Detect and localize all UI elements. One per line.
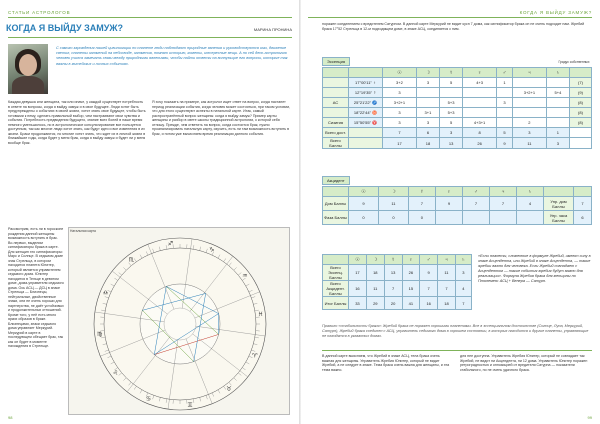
saturn-icon: ♄ [455,255,471,265]
score-cell: 3+2+1 [512,88,546,98]
table-row [323,265,472,281]
score-cell: 4 [516,197,543,211]
essence-title: Эссенция [322,57,350,66]
score-cell: 26 [402,265,420,281]
header-rule [8,17,292,18]
score-cell: 7 [489,197,516,211]
moon-icon: ☽ [366,255,384,265]
score-cell: 7 [438,281,456,297]
score-cell: 18 [416,138,439,149]
score-cell: 9 [420,265,438,281]
text-column-1: Каждая девушка или женщина, так или иначе, у каждой существует потребность в ответе на вопросы, когда я выйду замуж и в свое будущее. Люди хотят быть предупреждены о событиях в своей жизни, хотят знать свое будущее, чтобы быть готовыми к нему, сделать правильный выбор, чем настраивают свои чувства и события. Потребность предвидения будущего, знание всех болей в наше время немного уменьшилось, но в астрологическое консультирование все пользуется доступным, так как многие люди хотят знать, как будут идти и все изменения в их жизни. Браки продолжаются, но многие хотят знать, что ждет их в личной жизни в ближайшие годы, когда будет у меня брак, когда я выйду замуж и будет ли у меня вообще брак. [8,100,146,145]
accidental-title: Акцидент [322,176,350,185]
section-label-right: КОГДА Я ВЫЙДУ ЗАМУЖ? [519,10,592,15]
zodiac-sign-icon: ♏ [128,256,135,264]
degree-cell: 12°19'35" ☿ [349,88,383,98]
score-cell: 16 [349,281,367,297]
score-cell: 15 [402,281,420,297]
score-cell: 3 [455,265,471,281]
score-cell [489,211,516,225]
zodiac-sign-icon: ♒ [242,272,248,280]
degree-cell: 18°22'44" ♉ [349,108,383,118]
caption-rule [322,350,592,351]
score-cell: 13 [384,265,402,281]
spacer-cell [349,128,383,138]
score-cell: 3 [416,118,439,128]
saturn-icon: ♄ [516,187,543,197]
zodiac-sign-icon: ♍ [97,330,103,338]
text-column-b: для нее доступна. Управитель Жребия Юпитер, который не совпадает так Жребий, не видит ни Асцендента, ни 12 дома. Управитель Юпитер поражен ретроградностью и оппозицией от вредителя Сатурна — показатели стабильного, но не очень удачного брака. [460,354,588,372]
score-cell [546,108,569,118]
table-row [323,138,592,149]
score-cell: 3 [383,108,417,118]
moon-icon: ☽ [378,187,408,197]
table-row [323,128,592,138]
spacer-cell [570,128,592,138]
zodiac-sign-icon: ♌ [112,369,119,377]
score-cell [440,88,463,98]
score-cell: 11 [366,281,384,297]
accidental-table [322,186,592,225]
score-cell: 3 [416,78,439,88]
score-cell: 11 [438,265,456,281]
degree-column-title: Градус собственных [558,60,590,64]
author-photo [8,44,48,94]
table-row [323,281,472,297]
mars-icon: ♂ [462,187,489,197]
score-cell [512,98,546,108]
jupiter-icon: ♃ [438,255,456,265]
score-cell: 4 [455,281,471,297]
score-cell: 0 [349,211,379,225]
score-cell: 17 [383,138,417,149]
score-cell: 0 [378,211,408,225]
score-cell: 9 [497,138,513,149]
score-cell [497,108,513,118]
moon-icon: ☽ [416,68,439,78]
row-label [323,78,349,88]
score-cell [462,211,489,225]
extra-value: 7 [574,197,592,211]
score-cell: 18 [366,265,384,281]
score-cell: 3+1 [416,108,439,118]
row-label: Фаза Баллы [323,211,349,225]
table-row [323,88,592,98]
score-cell [463,108,497,118]
sun-icon: ☉ [349,187,379,197]
score-cell [546,118,569,128]
score-cell: 3+2 [383,78,417,88]
score-cell [512,78,546,88]
score-cell: 3+2+1 [383,98,417,108]
score-cell [463,88,497,98]
article-title: КОГДА Я ВЫЙДУ ЗАМУЖ? [6,23,124,33]
score-cell: 8 [463,128,497,138]
score-cell: 17 [349,265,367,281]
score-cell: 2 [512,118,546,128]
zodiac-sign-icon: ♋ [145,395,152,403]
score-cell: 11 [512,138,546,149]
score-cell: 4+3+1 [463,118,497,128]
score-cell: 7 [462,197,489,211]
section-label: СТАТЬИ АСТРОЛОГОВ [8,10,71,15]
table-row [323,108,592,118]
jupiter-icon: ♃ [489,187,516,197]
score-cell: 6 [416,128,439,138]
score-cell [512,108,546,118]
score-cell: 13 [440,138,463,149]
score-cell [546,98,569,108]
degree-cell: 15°50'55" ♈ [349,118,383,128]
score-cell: 41 [402,297,420,310]
score-cell: 29 [366,297,384,310]
total-cell: (8) [570,98,592,108]
table-row [323,78,592,88]
table-row [323,98,592,108]
table-row [323,197,592,211]
mars-icon: ♂ [497,68,513,78]
row-label [323,88,349,98]
row-label: Сизигия [323,118,349,128]
spacer-cell [349,138,383,149]
row-label: Всего Баллы [323,138,349,149]
score-cell: 5 [440,78,463,88]
score-cell: 5 [497,128,513,138]
sun-icon: ☉ [349,255,367,265]
score-cell [435,211,462,225]
score-cell [463,98,497,108]
text-column-3: Рассмотрим, есть ли в гороскопе рождения данной женщины возможность вступить в брак. Во-первых, выделим сигнификаторы брака в карте. Для женщин это сигнификаторы: Марс и Солнце. В седьмом доме знак Стрельца, в котором находится планета Юпитер, который является управителем седьмого дома. Юпитер находится в Тельце в девятом доме, дома-управителя седьмого дома. Ось АСЦ — ДСЦ в знаке Стрельца — Близнецы, нейтральные, двойственные знаки, они не очень хороши для партнерства, не даёт устойчивых и продолжительных отношений. Кроме того, у неё есть много ярких образов в браке. Близнецами, знаки седьмого дома управляет Меркурий. Меркурий в карте в последующем обещает брак, так как он будет в моменте нахождения в Стрельце. [8,227,64,348]
score-cell [416,98,439,108]
score-cell: 5+3 [440,98,463,108]
essence-table [322,67,592,149]
total-cell: (9) [570,88,592,98]
score-cell: 5 [440,118,463,128]
score-cell: 3 [383,118,417,128]
venus-icon: ♀ [463,68,497,78]
mercury-icon: ☿ [384,255,402,265]
ptolemy-quote: «Если планеты, сложенные в формуле Жребий, имеют силу в знаке Асцендента, или Жребий в знаке Асцендента, — такие жребии важно для человека. Если Жребий совпадает с Асцендентом — такие события жребия будут важно для реализации». Формула Жребия брака для женщины по Птолемею: АСЦ + Венера — Сатурн. [478,254,591,283]
text-column-a: В данной карте выясняем, что Жребий в знаке АСЦ, тела брака очень важная для женщины. Управитель Жребия Юпитер, который не видит Жребий, а не следует в знаке. Тема брака очень важна для женщины, и эта тема важно. [322,354,450,372]
mercury-icon: ☿ [440,68,463,78]
score-cell: 26 [463,138,497,149]
score-cell: 4+3 [463,78,497,88]
score-cell: 33 [349,297,367,310]
text-column-2: Я хочу показать на примере, как астролог ищет ответ на вопрос, когда настанет период реализации события, когда человек может состояться, при таком условии, что для этого существуют аспекты в натальной карте. Итак, самый распространённый вопрос женщины: когда я выйду замуж? Пример карты женщины и разбор в свете школы традиционной астрологии, к которой себя отношу. Прежде, чем ответить на вопрос, когда состоится брак, нужно проанализировать натальную карту, изучить, есть ли там возможность вступить в брак, и потом уже вычисляем время реализации данного события. [152,100,291,136]
score-cell: 7 [420,281,438,297]
zodiac-sign-icon: ♉ [226,385,232,393]
mercury-icon: ☿ [408,187,435,197]
score-cell: 5+3 [440,108,463,118]
row-label: Итог Баллы [323,297,349,310]
venus-icon: ♀ [402,255,420,265]
row-label: Всего дост. [323,128,349,138]
score-cell: 3 [497,98,513,108]
score-cell: 0 [408,211,435,225]
extra-value: 6 [574,211,592,225]
sun-icon: ☉ [383,68,417,78]
table-row [323,118,592,128]
totals-table [322,254,472,310]
zodiac-sign-icon: ♊ [187,401,193,409]
score-cell: 7 [408,197,435,211]
score-cell: 20 [384,297,402,310]
natal-chart-wheel [69,228,291,416]
title-rule [8,37,292,38]
score-cell: 3 [383,88,417,98]
row-label: Всего Эссенц. Баллы [323,265,349,281]
total-cell: (8) [570,118,592,128]
page-number: 98 [8,415,13,420]
natal-chart [68,227,290,415]
score-cell [497,118,513,128]
zodiac-sign-icon: ♑ [209,246,215,254]
score-cell [497,88,513,98]
header-rule-right [308,17,592,18]
total-cell: (7) [570,78,592,88]
row-label [323,108,349,118]
score-cell: 9 [349,197,379,211]
degree-cell: 25°21'22" ♐ [349,98,383,108]
total-cell: (8) [570,108,592,118]
score-cell: 7 [383,128,417,138]
score-cell: 16 [420,297,438,310]
score-cell: 5+4 [546,88,569,98]
score-cell: 3 [546,138,569,149]
score-cell: 1 [546,128,569,138]
zodiac-sign-icon: ♓ [257,311,264,319]
row-label: Дом Баллы [323,197,349,211]
stability-caption: Правило «стабильности брака»: Жребий брака не поражен хорошими планетами. Все в эссенциальном достоинстве (Солнце, Луна, Меркурий, Сатурн), Жребий брака соединен с АСЦ, управитель седьмого дома в хорошем состоянии, в которых находится и другие планеты, управляющие не находятся в указанных домах. [322,324,589,338]
degree-cell: 17°00'11" ♀ [349,78,383,88]
spacer-cell [570,138,592,149]
extra-label: Упр. часа Баллы [544,211,574,225]
intro-paragraph: С самого зарождения нашей цивилизации по планете люди наблюдают природные явления и руководствуются ими, движение светил, планеты затмений на небосводе, затмения, помнят историю, кометы, интересные вещи. А по сей день астрологию человек учился замечать связи между природными явлениями, чтобы найти ответы на волнующие его вопросы, которые так важны в житейских и личных событиях. [56,46,288,66]
zodiac-sign-icon: ♈ [252,352,258,360]
score-cell [546,78,569,88]
score-cell: 11 [378,197,408,211]
author-name: МАРИНА ПРОНИНА [253,27,292,32]
row-label: Всего Акцидент. Баллы [323,281,349,297]
score-cell: 1 [497,78,513,88]
venus-icon: ♀ [435,187,462,197]
score-cell: 7 [455,297,471,310]
table-row [323,211,592,225]
score-cell: 3 [512,128,546,138]
score-cell: 9 [435,197,462,211]
extra-label: Упр. дом Баллы [544,197,574,211]
jupiter-icon: ♃ [512,68,546,78]
score-cell [416,88,439,98]
zodiac-sign-icon: ♎ [102,289,109,297]
zodiac-sign-icon: ♐ [167,240,173,248]
mars-icon: ♂ [420,255,438,265]
top-paragraph: поражен соединением с вредителем Сатурном. В данной карте Меркурий не видит кусп 7 дома, как сигнификатор брака он не очень подходит нам. Жребий брака 17°52 Стрельца в 12-м подходящем доме, в знаке АСЦ, соединяется с ним. [322,22,585,31]
score-cell [516,211,543,225]
score-cell: 18 [438,297,456,310]
table-row [323,297,472,310]
chart-caption: Натальная карта [70,229,96,233]
score-cell: 3 [440,128,463,138]
score-cell: 7 [384,281,402,297]
right-page [300,0,600,424]
row-label: АС [323,98,349,108]
saturn-icon: ♄ [546,68,569,78]
page-number-right: 99 [587,415,592,420]
